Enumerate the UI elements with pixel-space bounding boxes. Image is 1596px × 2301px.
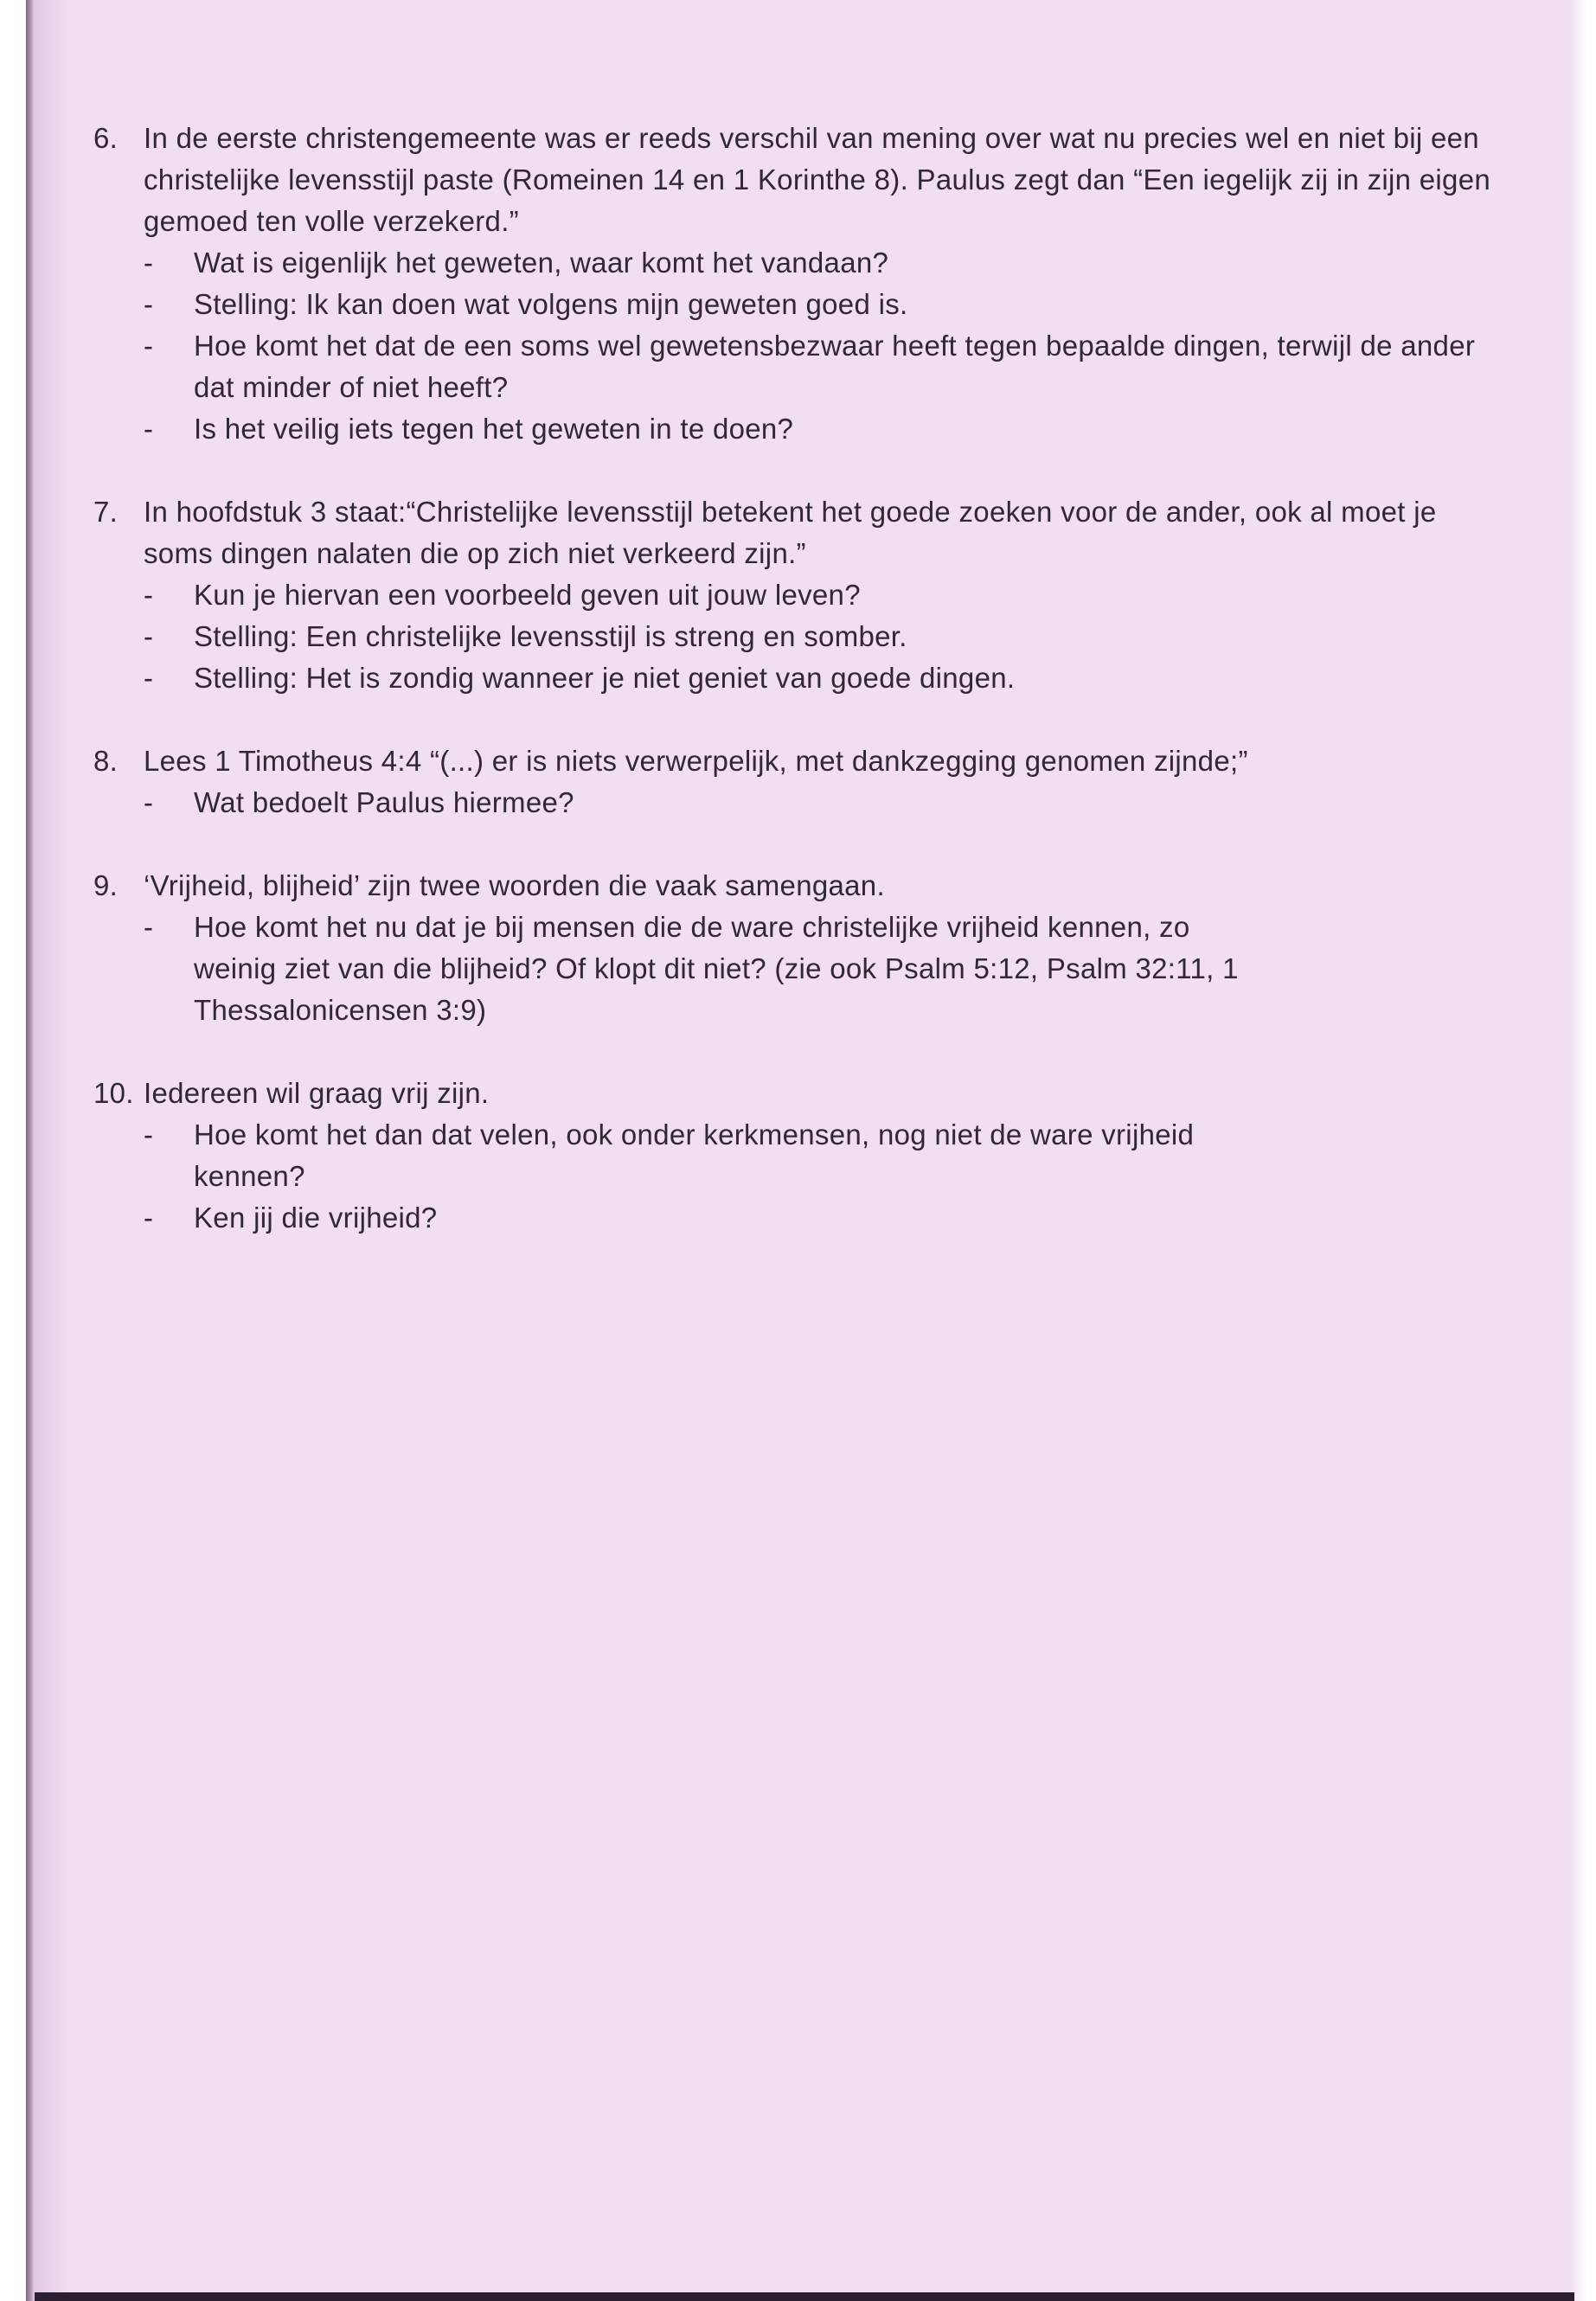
bullet-dash: - xyxy=(144,413,154,445)
bullet-dash: - xyxy=(144,247,154,279)
question-number: 8. xyxy=(93,745,119,777)
bullet-item: - Hoe komt het dat de een soms wel gewetensbezwaar heeft tegen bepaalde dingen, terwijl de ander dat minder of niet heeft? xyxy=(144,325,1491,408)
bullet-dash: - xyxy=(144,786,154,818)
question-text: Iedereen wil graag vrij zijn. xyxy=(144,1077,490,1109)
bullet-item: - Is het veilig iets tegen het geweten in te doen? xyxy=(144,408,1528,450)
bullet-dash: - xyxy=(144,662,154,694)
question-9 xyxy=(93,865,1486,1031)
spine-shadow xyxy=(35,0,69,2301)
question-10 xyxy=(93,1073,1486,1239)
question-number: 6. xyxy=(93,122,119,154)
bullet-item: - Ken jij die vrijheid? xyxy=(144,1197,1486,1239)
question-6 xyxy=(93,118,1528,450)
bullet-item: - Wat bedoelt Paulus hiermee? xyxy=(144,782,1486,824)
question-number: 10. xyxy=(93,1077,134,1109)
bullet-item: - Hoe komt het nu dat je bij mensen die de ware christelijke vrijheid kennen, zo weinig ziet van die blijheid? Of klopt dit niet? (zie ook Psalm 5:12, Psalm 32:11, 1 Thessalonicensen 3:9) xyxy=(144,907,1275,1031)
bullet-item: - Kun je hiervan een voorbeeld geven uit jouw leven? xyxy=(144,574,1486,616)
question-bullets xyxy=(144,242,1528,450)
bullet-dash: - xyxy=(144,1202,154,1234)
bullet-dash: - xyxy=(144,330,154,362)
question-8 xyxy=(93,740,1486,824)
bullet-dash: - xyxy=(144,579,154,611)
book-spine-edge xyxy=(26,0,35,2301)
page-margin-left xyxy=(0,0,26,2301)
question-number: 9. xyxy=(93,869,119,901)
question-bullets xyxy=(144,574,1486,699)
bullet-dash: - xyxy=(144,620,154,652)
question-bullets xyxy=(144,907,1486,1031)
question-7 xyxy=(93,491,1486,699)
question-text: ‘Vrijheid, blijheid’ zijn twee woorden die vaak samengaan. xyxy=(144,869,885,901)
bullet-dash: - xyxy=(144,911,154,943)
bullet-item: - Stelling: Een christelijke levensstijl is streng en somber. xyxy=(144,616,1486,657)
bullet-item: - Stelling: Het is zondig wanneer je niet geniet van goede dingen. xyxy=(144,657,1486,699)
bullet-dash: - xyxy=(144,1118,154,1150)
question-number: 7. xyxy=(93,496,119,528)
page-margin-right xyxy=(1570,0,1596,2301)
question-text: In de eerste christengemeente was er reeds verschil van mening over wat nu precies wel en niet bij een christelijke levensstijl paste (Romeinen 14 en 1 Korinthe 8). Paulus zegt dan “Een iegelijk zij in zijn eigen gemoed ten volle verzekerd.” xyxy=(144,122,1491,237)
bullet-dash: - xyxy=(144,288,154,320)
bullet-item: - Wat is eigenlijk het geweten, waar komt het vandaan? xyxy=(144,242,1528,284)
questions-list xyxy=(93,118,1491,1280)
bullet-item: - Stelling: Ik kan doen wat volgens mijn geweten goed is. xyxy=(144,284,1528,325)
question-text: In hoofdstuk 3 staat:“Christelijke levensstijl betekent het goede zoeken voor de ander, ook al moet je soms dingen nalaten die op zich niet verkeerd zijn.” xyxy=(144,496,1437,569)
question-bullets xyxy=(144,1114,1486,1239)
question-bullets xyxy=(144,782,1486,824)
bullet-item: - Hoe komt het dan dat velen, ook onder kerkmensen, nog niet de ware vrijheid kennen? xyxy=(144,1114,1275,1197)
question-text: Lees 1 Timotheus 4:4 “(...) er is niets verwerpelijk, met dankzegging genomen zijnde;” xyxy=(144,745,1248,777)
page-bottom-edge xyxy=(35,2292,1574,2301)
